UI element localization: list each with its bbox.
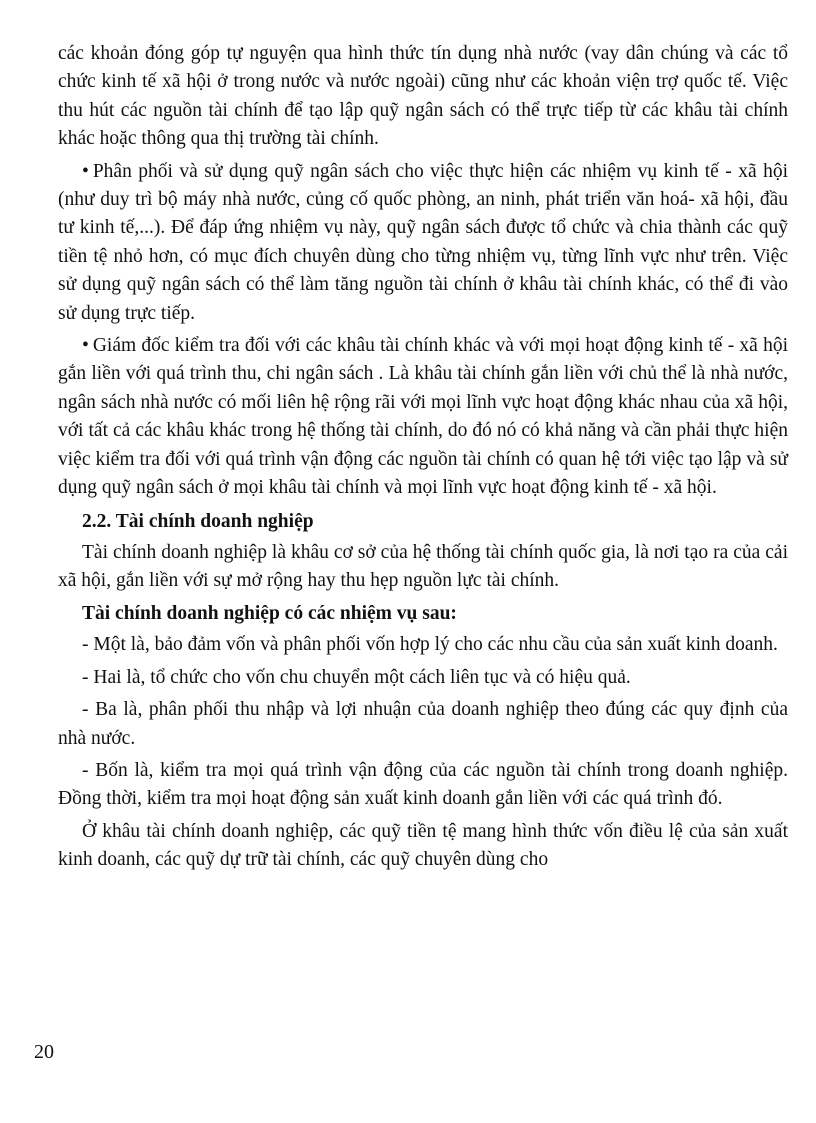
subheading-tasks: Tài chính doanh nghiệp có các nhiệm vụ sau: xyxy=(82,603,457,625)
bullet-icon: • xyxy=(82,335,89,357)
paragraph-enterprise-finance: Tài chính doanh nghiệp là khâu cơ sở của hệ thống tài chính quốc gia, là nơi tạo ra của cải xã hội, gắn liền với sự mở rộng hay thu hẹp nguồn lực tài chính. xyxy=(58,541,788,591)
task-item-3: - Ba là, phân phối thu nhập và lợi nhuận của doanh nghiệp theo đúng các quy định của nhà nước. xyxy=(58,699,788,749)
paragraph-bullet-budget-allocation xyxy=(58,158,788,328)
bullet-text: Giám đốc kiểm tra đối với các khâu tài chính khác và với mọi hoạt động kinh tế - xã hội gắn liền với quá trình thu, chi ngân sách . Là khâu tài chính gắn liền với chủ thể là nhà nước, ngân sách nhà nước có mối liên hệ rộng rãi với mọi lĩnh vực hoạt động khác nhau của xã hội, với tất cả các khâu khác trong hệ thống tài chính, do đó nó có khả năng và cần phải thực hiện việc kiểm tra đối với quá trình vận động các nguồn tài chính có quan hệ tới việc tạo lập và sử dụng quỹ ngân sách ở mọi khâu tài chính và mọi lĩnh vực hoạt động kinh tế - xã hội. xyxy=(58,335,788,499)
task-item-2: - Hai là, tổ chức cho vốn chu chuyển một cách liên tục và có hiệu quả. xyxy=(82,666,631,688)
paragraph-funds: Ở khâu tài chính doanh nghiệp, các quỹ tiền tệ mang hình thức vốn điều lệ của sản xuất kinh doanh, các quỹ dự trữ tài chính, các quỹ chuyên dùng cho xyxy=(58,820,788,871)
task-item-4: - Bốn là, kiểm tra mọi quá trình vận động của các nguồn tài chính trong doanh nghiệp. Đồng thời, kiểm tra mọi hoạt động sản xuất kinh doanh gắn liền với các quá trình đó. xyxy=(58,759,788,810)
bullet-icon: • xyxy=(82,160,89,182)
bullet-text: Phân phối và sử dụng quỹ ngân sách cho việc thực hiện các nhiệm vụ kinh tế - xã hội (như duy trì bộ máy nhà nước, củng cố quốc phòng, an ninh, phát triển văn hoá- xã hội, đầu tư kinh tế,...). Để đáp ứng nhiệm vụ này, quỹ ngân sách được tổ chức và chia thành các quỹ tiền tệ nhỏ hơn, có mục đích chuyên dùng cho từng nhiệm vụ, từng lĩnh vực như trên. Việc sử dụng quỹ ngân sách có thể làm tăng nguồn tài chính ở khâu tài chính khác, có thể đi vào sử dụng trực tiếp. xyxy=(58,160,788,324)
page-number: 20 xyxy=(34,1041,54,1063)
page-content xyxy=(58,40,788,875)
section-heading: 2.2. Tài chính doanh nghiệp xyxy=(82,510,314,532)
paragraph-continuation: các khoản đóng góp tự nguyện qua hình thức tín dụng nhà nước (vay dân chúng và các tổ chức kinh tế xã hội ở trong nước và nước ngoài) cũng như các khoản viện trợ quốc tế. Việc thu hút các nguồn tài chính để tạo lập quỹ ngân sách có thể trực tiếp từ các khâu tài chính khác hoặc thông qua thị trường tài chính. xyxy=(58,43,788,150)
paragraph-bullet-supervision xyxy=(58,332,788,502)
task-item-1: - Một là, bảo đảm vốn và phân phối vốn hợp lý cho các nhu cầu của sản xuất kinh doanh. xyxy=(82,634,778,656)
